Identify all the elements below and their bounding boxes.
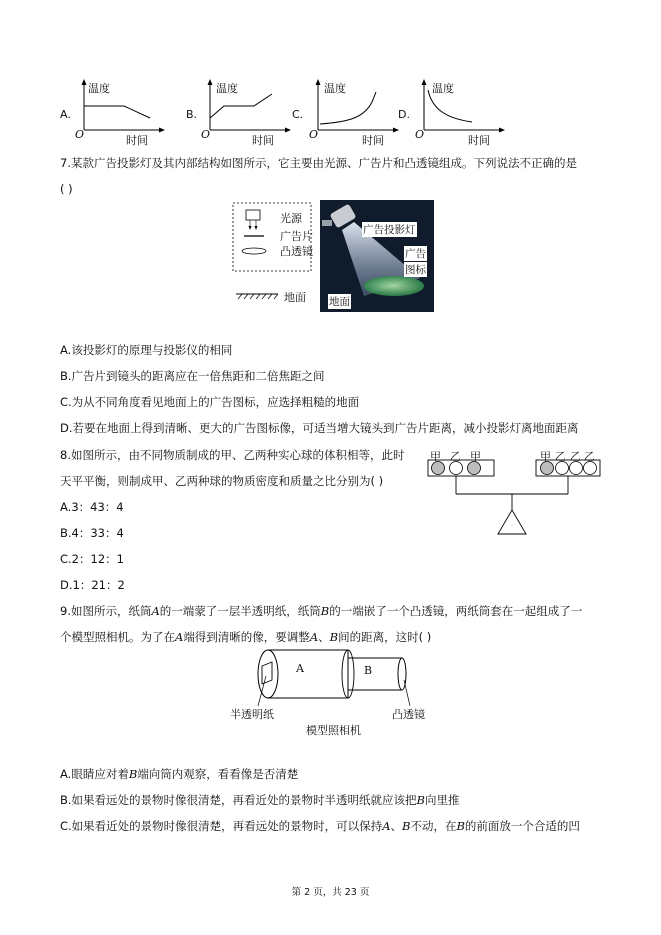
q9-var: A [309, 630, 319, 644]
q9-stem-text: 个模型照相机。为了在 [60, 630, 175, 644]
graph-b [186, 78, 296, 148]
q7-light-source-label: 光源 [280, 212, 302, 225]
q7-convex-lens-label: 凸透镜 [280, 245, 313, 258]
q8-right-ball-label: 乙 [570, 450, 581, 463]
graph-d [396, 78, 516, 148]
q8-balance-figure [426, 448, 602, 540]
q9-translucent-paper-label: 半透明纸 [230, 708, 274, 721]
q9-option-text: 的前面放一个合适的凹 [464, 819, 580, 833]
q7-ad-film-label: 广告片 [280, 230, 313, 243]
q9-option-text: 端向筒内观察，看看像是否清楚 [137, 767, 299, 781]
q9-option-text: 、 [390, 819, 402, 833]
q7-figure [232, 198, 442, 314]
graph-origin: O [201, 128, 211, 141]
q7-stem-line1: 7.某款广告投影灯及其内部结构如图所示，它主要由光源、广告片和凸透镜组成。下列说法不正确的是 [60, 156, 577, 170]
graph-row [56, 78, 616, 148]
graph-option: A. [60, 108, 71, 121]
q9-stem-line2 [60, 629, 431, 645]
q7-option-d: D.若要在地面上得到清晰、更大的广告图标像，可适当增大镜头到广告片距离，减小投影灯离地面距离 [60, 421, 579, 435]
q7-projector-photo [320, 200, 434, 312]
q8-left-ball-label: 甲 [470, 450, 481, 463]
q9-option-text: C.如果看近处的景物时像很清楚，再看远处的景物时，可以保持 [60, 819, 383, 833]
q8-option-c: C.2：12：1 [60, 552, 124, 566]
graph-c-plot [308, 78, 400, 134]
q9-var: B [128, 767, 138, 781]
q9-convex-lens-label: 凸透镜 [392, 708, 425, 721]
graph-xlabel: 时间 [468, 134, 490, 147]
q9-var: B [402, 819, 411, 833]
q8-right-ball-label: 乙 [555, 450, 566, 463]
q8-option-b: B.4：33：4 [60, 526, 124, 540]
q9-option-text: 向里推 [425, 793, 460, 807]
q9-option-text: A.眼睛应对着 [60, 767, 129, 781]
q8-option-d: D.1：21：2 [60, 578, 125, 592]
q9-var: A [382, 819, 391, 833]
graph-ylabel: 温度 [324, 82, 346, 95]
q9-option-a [60, 766, 298, 782]
q7-lamp-label: 广告投影灯 [363, 224, 416, 236]
q7-option-b: B.广告片到镜头的距离应在一倍焦距和二倍焦距之间 [60, 369, 325, 383]
q7-icon-label-2: 图标 [405, 264, 426, 276]
q8-right-ball-label: 乙 [584, 450, 595, 463]
q9-stem-text: 间的距离，这时( ) [338, 630, 432, 644]
q8-right-ball-label: 甲 [540, 450, 551, 463]
graph-origin: O [415, 128, 425, 141]
graph-ylabel: 温度 [216, 82, 238, 95]
q9-tube-a-label: A [296, 662, 304, 675]
q7-option-a: A.该投影灯的原理与投影仪的相同 [60, 343, 233, 357]
graph-a [56, 78, 166, 148]
q9-stem-text: 的一端蒙了一层半透明纸，纸筒 [159, 604, 321, 618]
q8-left-ball-label: 乙 [450, 450, 461, 463]
q9-var: A [175, 630, 184, 644]
q7-ground-label-left: 地面 [284, 291, 306, 304]
graph-option: B. [186, 108, 198, 121]
q7-icon-label-1: 广告 [405, 248, 426, 260]
graph-ylabel: 温度 [432, 82, 454, 95]
graph-xlabel: 时间 [362, 134, 384, 147]
q9-option-c [60, 818, 580, 834]
q8-stem-line2: 天平平衡，则制成甲、乙两种球的物质密度和质量之比分别为( ) [60, 474, 384, 488]
q9-var: A [151, 604, 160, 618]
q9-stem-text: 、 [318, 630, 330, 644]
graph-xlabel: 时间 [126, 134, 148, 147]
q7-stem-line2: ( ) [60, 182, 73, 196]
q8-stem-line1: 8.如图所示，由不同物质制成的甲、乙两种实心球的体积相等，此时 [60, 448, 405, 462]
graph-ylabel: 温度 [88, 82, 110, 95]
q9-camera-figure [230, 644, 440, 738]
graph-b-plot [200, 78, 292, 134]
graph-xlabel: 时间 [252, 134, 274, 147]
graph-c [292, 78, 402, 148]
q8-option-a: A.3：43：4 [60, 500, 124, 514]
q9-var: B [416, 793, 425, 807]
page-footer: 第 2 页，共 23 页 [291, 887, 370, 898]
graph-option: D. [398, 108, 410, 121]
q7-ground-label-right: 地面 [329, 296, 350, 308]
q9-option-text: B.如果看远处的景物时像很清楚，再看近处的景物时半透明纸就应该把 [60, 793, 417, 807]
graph-d-plot [414, 78, 506, 134]
q9-figure-caption: 模型照相机 [306, 724, 361, 737]
q9-stem-text: 端得到清晰的像，要调整 [183, 630, 310, 644]
q9-var: B [320, 604, 330, 618]
q9-var: B [456, 819, 465, 833]
q9-option-b [60, 792, 460, 808]
q9-stem-line1 [60, 603, 582, 619]
q9-option-text: 不动，在 [410, 819, 457, 833]
q9-var: B [329, 630, 339, 644]
q9-stem-text: 的一端嵌了一个凸透镜，两纸筒套在一起组成了一 [329, 604, 583, 618]
graph-option: C. [292, 108, 304, 121]
q9-tube-b-label: B [364, 664, 373, 677]
q9-stem-text: 9.如图所示，纸筒 [60, 604, 152, 618]
q7-option-c: C.为从不同角度看见地面上的广告图标，应选择粗糙的地面 [60, 395, 360, 409]
graph-origin: O [309, 128, 319, 141]
q8-left-ball-label: 甲 [430, 450, 441, 463]
graph-origin: O [75, 128, 85, 141]
